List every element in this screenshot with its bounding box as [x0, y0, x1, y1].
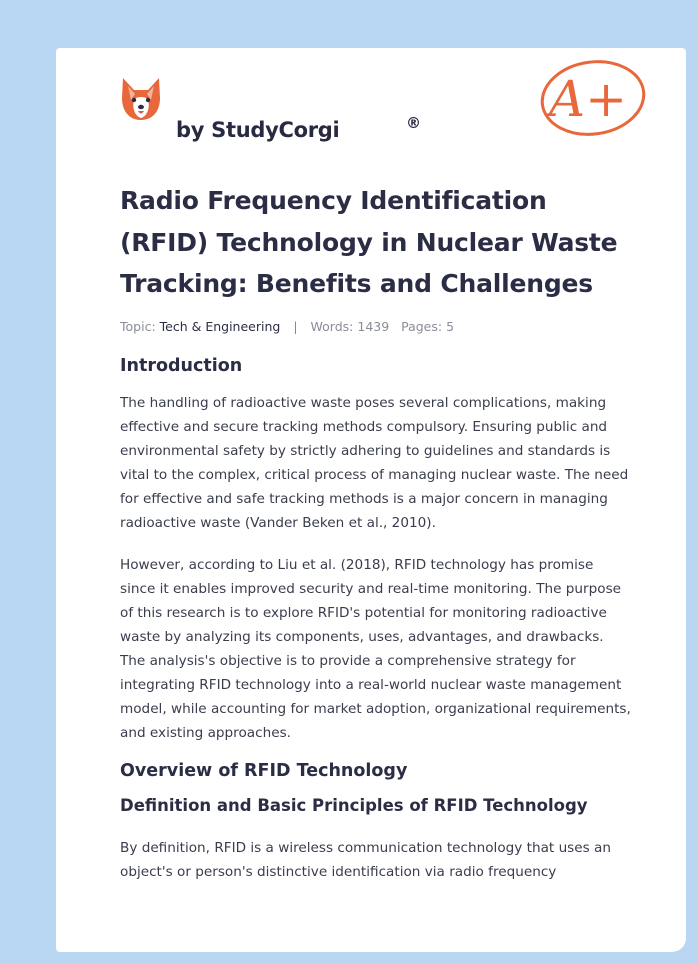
article-meta [120, 319, 632, 334]
grade-badge [538, 58, 648, 140]
corgi-logo-icon [120, 76, 162, 122]
paragraph-intro-1: The handling of radioactive waste poses several complications, making effective and secure tracking methods compulsory. Ensuring public and environmental safety by strictly adhering to guidelines and standards is vital to the complex, critical process of managing nuclear waste. The need for effective and safe tracking methods is a major concern in managing radioactive waste (Vander Beken et al., 2010). [120, 394, 629, 531]
words-label: Words: [310, 318, 354, 334]
topic-link[interactable]: Tech & Engineering [159, 318, 281, 334]
registered-mark: ® [406, 114, 421, 132]
article [120, 180, 632, 884]
document-page [56, 48, 686, 952]
paragraph-definition-1: By definition, RFID is a wireless communication technology that uses an object's or person's distinctive identification via radio frequency [120, 839, 611, 880]
section-heading-overview: Overview of RFID Technology [120, 760, 408, 781]
topic-label: Topic: [120, 318, 156, 334]
brand-name: by StudyCorgi [176, 118, 340, 142]
section-heading-introduction: Introduction [120, 355, 243, 376]
pages-value: 5 [446, 318, 455, 334]
meta-separator: | [293, 318, 298, 334]
paragraph-intro-2: However, according to Liu et al. (2018), RFID technology has promise since it enables improved security and real-time monitoring. The purpose of this research is to explore RFID's potential for monitoring radioactive waste by analyzing its components, uses, advantages, and drawbacks. The analysis's objective is to provide a comprehensive strategy for integrating RFID technology into a real-world nuclear waste management model, while accounting for market adoption, organizational requirements, and existing approaches. [120, 556, 631, 741]
words-value: 1439 [357, 318, 390, 334]
pages-label: Pages: [401, 318, 443, 334]
grade-text: A+ [548, 70, 628, 128]
subsection-heading-definition: Definition and Basic Principles of RFID Technology [120, 795, 588, 815]
page-title: Radio Frequency Identification (RFID) Technology in Nuclear Waste Tracking: Benefits and Challenges [120, 186, 618, 298]
